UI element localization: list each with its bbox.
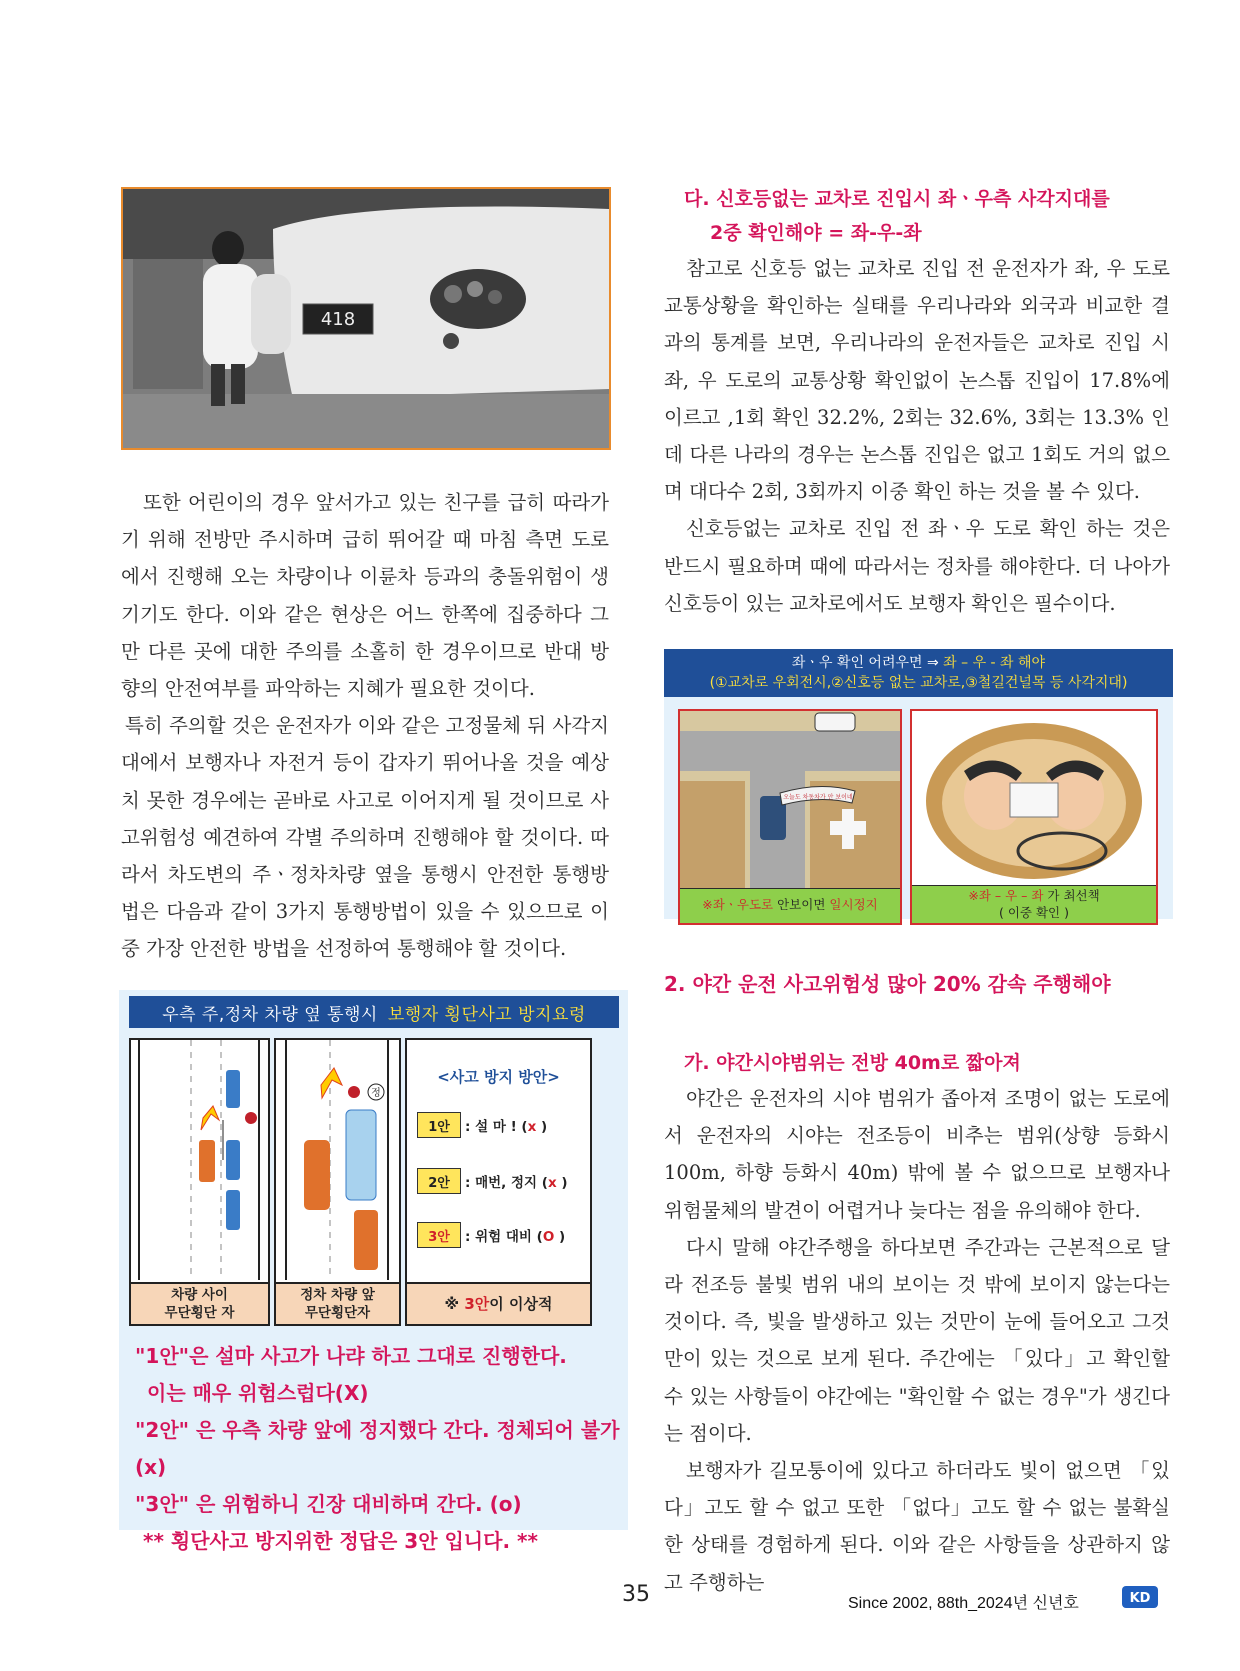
photo-illustration xyxy=(123,189,609,448)
road-diagram-1 xyxy=(131,1040,268,1280)
left-caption-red2: 일시정지 xyxy=(829,897,878,912)
plan-3-desc: : 위험 대비 ( xyxy=(465,1229,543,1245)
plan-title: <사고 방지 방안> xyxy=(437,1068,560,1086)
section-da-paragraph-1: 참고로 신호등 없는 교차로 진입 전 운전자가 좌, 우 도로 교통상황을 확인하는 실태를 우리나라와 외국과 비교한 결과의 통계를 보면, 우리나라의 운전자들은 교차로 진입 시 좌, 우 도로의 교통상황 확인없이 논스톱 진입이 17.8%에 이르고 ,1회 확인 32.2%, 2회는 32.6%, 3회는 13.3% 인데 다른 나라의 경우는 논스톱 진입은 없고 1회도 거의 없으며 대다수 2회, 3회까지 이중 확인 하는 것을 볼 수 있다. xyxy=(664,257,1170,504)
best-red: 3안 xyxy=(464,1295,490,1313)
section-2-paragraph-1: 야간은 운전자의 시야 범위가 좁아져 조명이 없는 도로에서 운전자의 시야는 전조등이 비추는 범위(상향 등화시 100m, 하향 등화시 40m) 밖에 볼 수 없으므로 보행자나 위험물체의 발견이 어렵거나 늦다는 점을 유의해야 한다. xyxy=(664,1087,1170,1222)
bus-plate: 418 xyxy=(320,309,356,330)
left-paragraph-2: 특히 주의할 것은 운전자가 이와 같은 고정물체 뒤 사각지대에서 보행자나 자전거 등이 갑자기 뛰어나올 것을 예상치 못한 경우에는 곧바로 사고로 이어지게 될 것이므로 사고위험성 예견하여 각별 주의하며 진행해야 할 것이다. 따라서 차도변의 주ㆍ정차차량 옆을 통행시 안전한 통행방법은 다음과 같이 3가지 통행방법이 있을 수 있으므로 이중 가장 안전한 방법을 선정하여 통행해야 할 것이다. xyxy=(121,714,609,961)
plan-notes xyxy=(135,1338,628,1560)
issue-info: Since 2002, 88th_2024년 신년호 xyxy=(848,1595,1079,1612)
panel-in-front-of-parked xyxy=(274,1038,401,1326)
panel-between-cars xyxy=(129,1038,270,1326)
best-prefix: ※ xyxy=(444,1295,465,1313)
page-number: 35 xyxy=(622,1582,650,1607)
panel-1-caption-line2: 무단횡단 자 xyxy=(164,1305,235,1321)
plan-2-mark: x xyxy=(547,1175,557,1191)
panel-2-caption-line2: 무단횡단자 xyxy=(304,1305,371,1321)
best-plan-caption xyxy=(407,1282,590,1324)
plan-3-text xyxy=(465,1225,565,1245)
infographic-title-yellow: 보행자 횡단사고 방지요령 xyxy=(387,1004,586,1025)
section-2-heading: 2. 야간 운전 사고위험성 많아 20% 감속 주행해야 xyxy=(664,972,1111,996)
intersection-drawing xyxy=(680,711,900,891)
right-info-title-yellow: 좌 – 우 - 좌 해야 xyxy=(943,655,1046,671)
section-2-subheading: 가. 야간시야범위는 전방 40m로 짧아져 xyxy=(684,1052,1021,1074)
plan-2-close: ) xyxy=(556,1175,568,1191)
section-da-paragraph-2: 신호등없는 교차로 진입 전 좌ㆍ우 도로 확인 하는 것은 반드시 필요하며 때에 따라서는 정차를 해야한다. 더 나아가 신호등이 있는 교차로에서도 보행자 확인은 필수이다. xyxy=(664,517,1170,615)
plan-1-mark: x xyxy=(527,1119,537,1135)
pedestrian-bus-photo xyxy=(121,187,611,450)
road-diagram-2 xyxy=(276,1040,399,1280)
panel-1-caption xyxy=(131,1282,268,1324)
section-da-heading xyxy=(684,182,1110,250)
left-panel-caption xyxy=(680,888,900,923)
plan-2-desc: : 매번, 정지 ( xyxy=(465,1175,548,1191)
section-da-body xyxy=(664,250,1170,622)
panel-2-caption xyxy=(276,1282,399,1324)
plan-1-label: 1안 xyxy=(417,1112,461,1138)
svg-text:정: 정 xyxy=(371,1088,381,1099)
section-2-body xyxy=(664,1080,1170,1601)
left-body-text xyxy=(121,484,609,968)
plan-3-close: ) xyxy=(554,1229,566,1245)
driver-drawing xyxy=(912,711,1156,887)
plan-3-mark: O xyxy=(542,1229,555,1245)
svg-text:KD: KD xyxy=(1129,1591,1151,1606)
kd-logo xyxy=(1122,1586,1158,1608)
infographic-title-white: 우측 주,정차 차량 옆 통행시 xyxy=(162,1004,378,1025)
plan-1-close: ) xyxy=(536,1119,548,1135)
panel-2-caption-line1: 정차 차량 앞 xyxy=(300,1287,375,1303)
right-caption-line1 xyxy=(912,887,1156,904)
panel-1-caption-line1: 차량 사이 xyxy=(171,1287,228,1303)
right-caption-black: 가 최선책 xyxy=(1043,888,1100,903)
left-caption-red1: ※좌ㆍ우도로 xyxy=(702,897,778,912)
right-info-title-white: 좌ㆍ우 확인 어려우면 ⇒ xyxy=(791,655,944,671)
section-2-paragraph-3: 보행자가 길모퉁이에 있다고 하더라도 빛이 없으면 「있다」고도 할 수 없고 또한 「없다」고도 할 수 없는 불확실한 상태를 경험하게 된다. 이와 같은 사항들을 상관하지 않고 주행하는 xyxy=(664,1459,1170,1594)
svg-text:오늘도 차동차가 안 보이네: 오늘도 차동차가 안 보이네 xyxy=(783,794,853,801)
crossing-accident-infographic xyxy=(119,990,628,1553)
plan-2-label: 2안 xyxy=(417,1168,461,1194)
kd-logo-icon xyxy=(1122,1586,1158,1608)
intersection-illustration xyxy=(678,709,902,925)
plan-2-text xyxy=(465,1171,568,1191)
left-paragraph-1: 또한 어린이의 경우 앞서가고 있는 친구를 급히 따라가기 위해 전방만 주시하며 급히 뛰어갈 때 마침 측면 도로에서 진행해 오는 차량이나 이륜차 등과의 충돌위험이 생기기도 한다. 이와 같은 현상은 어느 한쪽에 집중하다 그만 다른 곳에 대한 주의를 소홀히 한 경우이므로 반대 방향의 안전여부를 파악하는 지혜가 필요한 것이다. xyxy=(121,491,609,701)
right-caption-red: ※좌 – 우 – 좌 xyxy=(968,888,1044,903)
note-3: "2안" 은 우측 차량 앞에 정지했다 간다. 정체되어 불가(x) xyxy=(135,1418,620,1479)
plan-1-desc: : 설 마 ! ( xyxy=(465,1119,528,1135)
note-4: "3안" 은 위험하니 긴장 대비하며 간다. (o) xyxy=(135,1492,522,1516)
left-caption-black: 안보이면 xyxy=(777,897,830,912)
note-2: 이는 매우 위험스럽다(X) xyxy=(147,1381,369,1405)
note-1: "1안"은 설마 사고가 나랴 하고 그대로 진행한다. xyxy=(135,1344,567,1368)
panel-prevention-plans xyxy=(405,1038,592,1326)
plan-3-label: 3안 xyxy=(417,1222,461,1248)
right-panel-caption xyxy=(912,885,1156,923)
section-da-heading-line1: 다. 신호등없는 교차로 진입시 좌ㆍ우측 사각지대를 xyxy=(684,188,1110,210)
right-info-title-bar xyxy=(664,649,1173,697)
plan-1-text xyxy=(465,1115,547,1135)
note-5: ** 횡단사고 방지위한 정답은 3안 입니다. ** xyxy=(143,1529,538,1553)
right-info-title-line2: (①교차로 우회전시,②신호등 없는 교차로,③철길건널목 등 사각지대) xyxy=(709,675,1128,691)
left-right-check-infographic xyxy=(664,649,1173,919)
driver-double-check-illustration xyxy=(910,709,1158,925)
section-da-heading-line2: 2중 확인해야 = 좌-우-좌 xyxy=(710,222,922,244)
right-info-title-line1 xyxy=(664,653,1173,673)
right-caption-line2: ( 이중 확인 ) xyxy=(999,905,1069,920)
infographic-title-bar xyxy=(129,996,619,1028)
best-suffix: 이 이상적 xyxy=(489,1295,553,1313)
section-2-paragraph-2: 다시 말해 야간주행을 하다보면 주간과는 근본적으로 달라 전조등 불빛 범위 내의 보이는 것 밖에 보이지 않는다는 것이다. 즉, 빛을 발생하고 있는 것만이 눈에 들어오고 그것만이 있는 것으로 보게 된다. 주간에는 「있다」고 확인할 수 있는 사항들이 야간에는 "확인할 수 없는 경우"가 생긴다는 점이다. xyxy=(664,1235,1170,1445)
